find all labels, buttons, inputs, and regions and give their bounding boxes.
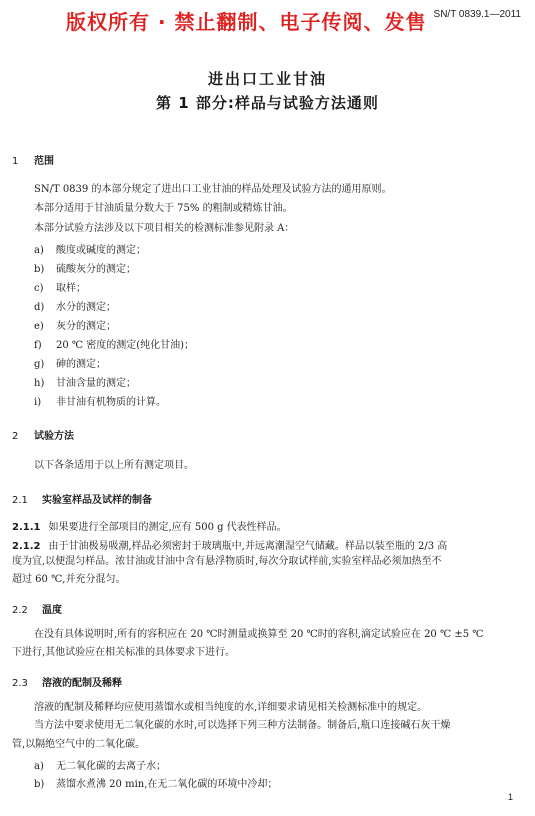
- page-number: 1: [507, 792, 513, 802]
- section-title: 试验方法: [34, 431, 74, 442]
- paragraph: 当方法中要求使用无二氧化碳的水时,可以选择下列三种方法制备。制备后,瓶口连接碱石灰干燥: [34, 720, 451, 731]
- section-1-heading: [12, 152, 54, 167]
- subsection-2-3-heading: [12, 674, 122, 689]
- document-subtitle: 第 1 部分:样品与试验方法通则: [156, 94, 379, 112]
- section-title: 实验室样品及试样的制备: [42, 495, 152, 506]
- standard-code: SN/T 0839.1—2011: [433, 9, 521, 20]
- list-item: g) 砷的测定；: [34, 359, 106, 370]
- clause-2-1-2: 2.1.2 由于甘油极易吸潮,样品必须密封于玻璃瓶中,并远离潮湿空气储藏。样品以装至瓶的 2/3 高: [12, 541, 448, 552]
- section-number: 2: [12, 431, 19, 442]
- list-item: h) 甘油含量的测定；: [34, 378, 136, 389]
- list-item: e) 灰分的测定；: [34, 321, 116, 332]
- section-number: 2.2: [12, 605, 28, 616]
- list-item: d) 水分的测定；: [34, 302, 116, 313]
- section-number: 1: [12, 156, 19, 167]
- paragraph: 以下各条适用于以上所有测定项目。: [34, 460, 194, 471]
- section-number: 2.3: [12, 678, 28, 689]
- list-item: f) 20 ℃ 密度的测定(纯化甘油)；: [34, 340, 195, 351]
- paragraph-continuation: 度为宜,以便混匀样品。浓甘油或甘油中含有悬浮物质时,每次分取试样前,实验室样品必须加热至不: [12, 556, 442, 567]
- list-item: a) 酸度或碱度的测定；: [34, 245, 146, 256]
- subsection-2-2-heading: [12, 601, 62, 616]
- list-item: b) 蒸馏水煮沸 20 min,在无二氧化碳的环境中冷却；: [34, 779, 278, 790]
- list-item: a) 无二氧化碳的去离子水；: [34, 761, 166, 772]
- list-item: i) 非甘油有机物质的计算。: [34, 397, 166, 408]
- section-2-heading: [12, 427, 74, 442]
- subsection-2-1-heading: [12, 491, 152, 506]
- paragraph: 本部分试验方法涉及以下项目相关的检测标准参见附录 A：: [34, 223, 295, 234]
- list-item: b) 硫酸灰分的测定；: [34, 264, 136, 275]
- section-title: 温度: [42, 605, 62, 616]
- list-item: c) 取样；: [34, 283, 86, 294]
- paragraph-continuation: 管,以隔绝空气中的二氧化碳。: [12, 739, 146, 750]
- copyright-watermark: 版权所有 · 禁止翻制、电子传阅、发售: [66, 10, 427, 34]
- section-number: 2.1: [12, 495, 28, 506]
- paragraph: SN/T 0839 的本部分规定了进出口工业甘油的样品处理及试验方法的通用原则。: [34, 184, 392, 195]
- section-title: 溶液的配制及稀释: [42, 678, 122, 689]
- paragraph: 溶液的配制及稀释均应使用蒸馏水或相当纯度的水,详细要求请见相关检测标准中的规定。: [34, 702, 428, 713]
- paragraph: 本部分适用于甘油质量分数大于 75% 的粗制或精炼甘油。: [34, 203, 293, 214]
- paragraph-continuation: 下进行,其他试验应在相关标准的具体要求下进行。: [12, 647, 236, 658]
- paragraph-continuation: 超过 60 ℃,并充分混匀。: [12, 574, 126, 585]
- paragraph: 在没有具体说明时,所有的容积应在 20 ℃时测量或换算至 20 ℃时的容积,滴定试验应在 20 ℃ ±5 ℃: [34, 629, 484, 640]
- document-title: 进出口工业甘油: [207, 70, 327, 88]
- section-title: 范围: [34, 156, 54, 167]
- clause-2-1-1: 2.1.1 如果要进行全部项目的测定,应有 500 g 代表性样品。: [12, 522, 287, 533]
